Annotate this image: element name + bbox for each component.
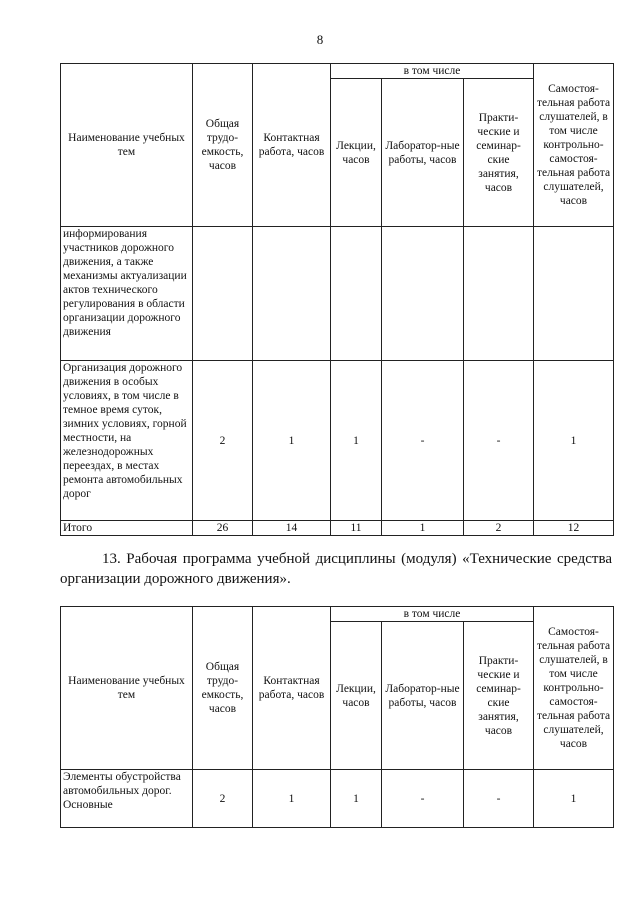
total-hours: 2 — [193, 770, 253, 828]
header-total-hours: Общая трудо-емкость, часов — [193, 607, 253, 770]
contact-hours — [253, 227, 331, 361]
header-total-hours: Общая трудо-емкость, часов — [193, 64, 253, 227]
totals-practical-hours: 2 — [464, 521, 534, 536]
header-lectures: Лекции, часов — [331, 622, 382, 770]
header-contact-hours: Контактная работа, часов — [253, 64, 331, 227]
totals-contact-hours: 14 — [253, 521, 331, 536]
header-self-study: Самостоя-тельная работа слушателей, в том числе контрольно-самостоя-тельная работа слушателей, часов — [534, 64, 614, 227]
contact-hours: 1 — [253, 770, 331, 828]
topic-name: информирования участников дорожного движения, а также механизмы актуализации актов технического регулирования в области организации дорожного движения — [61, 227, 193, 361]
table-row — [61, 361, 614, 521]
lecture-hours: 1 — [331, 770, 382, 828]
header-labs: Лаборатор-ные работы, часов — [382, 79, 464, 227]
totals-lecture-hours: 11 — [331, 521, 382, 536]
topic-name: Элементы обустройства автомобильных дорог. Основные — [61, 770, 193, 828]
contact-hours: 1 — [253, 361, 331, 521]
self-study-hours — [534, 227, 614, 361]
section-heading: 13. Рабочая программа учебной дисциплины (модуля) «Технические средства организации дорожного движения». — [60, 551, 612, 587]
header-topic-name: Наименование учебных тем — [61, 607, 193, 770]
totals-self-study-hours: 12 — [534, 521, 614, 536]
totals-row — [61, 521, 614, 536]
lab-hours: - — [382, 770, 464, 828]
table-row — [61, 227, 614, 361]
header-practical: Практи-ческие и семинар-ские занятия, часов — [464, 622, 534, 770]
lecture-hours: 1 — [331, 361, 382, 521]
header-topic-name: Наименование учебных тем — [61, 64, 193, 227]
self-study-hours: 1 — [534, 361, 614, 521]
lab-hours — [382, 227, 464, 361]
page-number: 8 — [316, 32, 324, 47]
practical-hours — [464, 227, 534, 361]
total-hours — [193, 227, 253, 361]
practical-hours: - — [464, 770, 534, 828]
totals-label: Итого — [61, 521, 193, 536]
curriculum-table-12 — [60, 63, 614, 536]
header-including: в том числе — [331, 607, 534, 622]
lab-hours: - — [382, 361, 464, 521]
header-labs: Лаборатор-ные работы, часов — [382, 622, 464, 770]
lecture-hours — [331, 227, 382, 361]
topic-name: Организация дорожного движения в особых условиях, в том числе в темное время суток, зимних условиях, горной местности, на железнодорожных переездах, в местах ремонта автомобильных дорог — [61, 361, 193, 521]
header-including: в том числе — [331, 64, 534, 79]
header-self-study: Самостоя-тельная работа слушателей, в том числе контрольно-самостоя-тельная работа слушателей, часов — [534, 607, 614, 770]
table-row — [61, 770, 614, 828]
curriculum-table-13 — [60, 606, 614, 828]
header-contact-hours: Контактная работа, часов — [253, 607, 331, 770]
self-study-hours: 1 — [534, 770, 614, 828]
total-hours: 2 — [193, 361, 253, 521]
totals-lab-hours: 1 — [382, 521, 464, 536]
header-lectures: Лекции, часов — [331, 79, 382, 227]
totals-total-hours: 26 — [193, 521, 253, 536]
practical-hours: - — [464, 361, 534, 521]
header-practical: Практи-ческие и семинар-ские занятия, часов — [464, 79, 534, 227]
